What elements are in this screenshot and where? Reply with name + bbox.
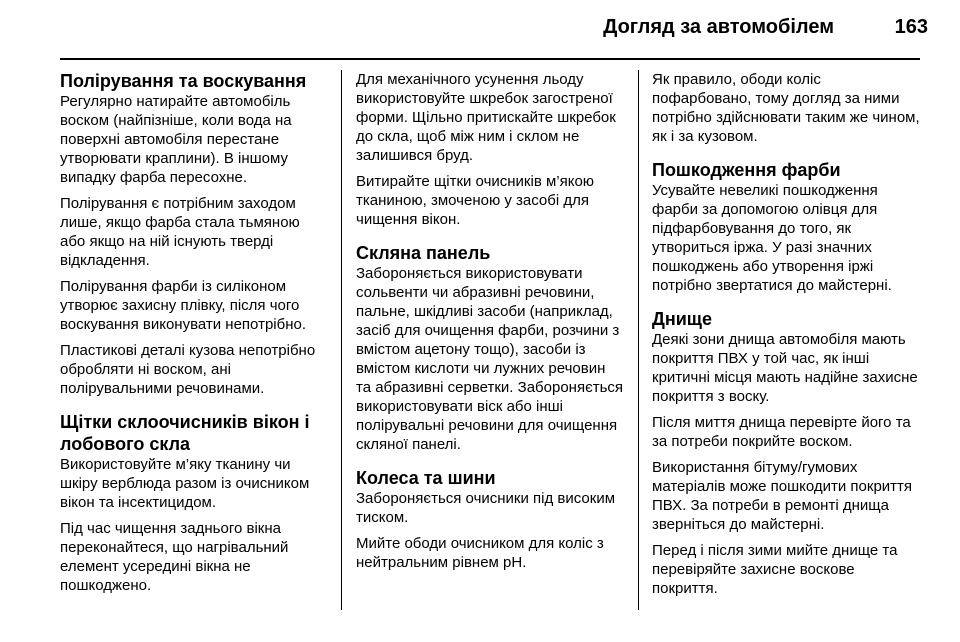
- paragraph: Усувайте невеликі пошкодження фарби за допомогою олівця для підфарбовування до того, як утвориться іржа. У разі значних пошкоджень або утворення іржі потрібно звертатися до майстерні.: [652, 182, 892, 294]
- paragraph: Після миття днища перевірте його та за потреби покрийте воском.: [652, 414, 911, 450]
- section-heading-glass-panel: Скляна панель: [356, 243, 491, 263]
- column-divider-1: [341, 70, 342, 610]
- column-2: [356, 70, 624, 579]
- paragraph: Витирайте щітки очисників м’якою тканиною, змоченою у засобі для чищення вікон.: [356, 173, 595, 228]
- section-heading-wiper-blades: Щітки склоочисників вікон і лобового скла: [60, 412, 310, 454]
- paragraph: Під час чищення заднього вікна переконайтеся, що нагрівальний елемент усередині вікна не пошкоджено.: [60, 520, 289, 594]
- paragraph: Як правило, ободи коліс пофарбовано, тому догляд за ними потрібно здійснювати таким же чином, як і за кузовом.: [652, 71, 920, 145]
- header-divider: [60, 58, 920, 60]
- paragraph: Деякі зони днища автомобіля мають покриття ПВХ у той час, як інші критичні місця мають надійне захисне покриття з воску.: [652, 331, 918, 405]
- page-header-title: Догляд за автомобілем: [603, 16, 834, 38]
- paragraph: Перед і після зими мийте днище та перевіряйте захисне воскове покриття.: [652, 542, 898, 597]
- paragraph: Пластикові деталі кузова непотрібно обробляти ні воском, ані полірувальними речовинами.: [60, 342, 316, 397]
- paragraph: Регулярно натирайте автомобіль воском (найпізніше, коли вода на поверхні автомобіля перестане утворювати краплини). В іншому випадку фарба пересохне.: [60, 93, 292, 186]
- paragraph: Мийте ободи очисником для коліс з нейтральним рівнем pH.: [356, 535, 604, 571]
- paragraph: Полірування фарби із силіконом утворює захисну плівку, після чого воскування виконувати непотрібно.: [60, 278, 306, 333]
- section-heading-wheels-tyres: Колеса та шини: [356, 468, 496, 488]
- paragraph: Забороняється використовувати сольвенти чи абразивні речовини, пальне, шкідливі засоби (наприклад, засіб для очищення фарби, розчини з вмістом ацетону тощо), засоби із вмістом кислоти чи лужних речовин та абразивні серветки. Забороняється використовувати віск або інші полірувальні речовини для очищення скляної панелі.: [356, 265, 624, 453]
- page-number: 163: [894, 16, 928, 38]
- section-heading-underbody: Днище: [652, 309, 712, 329]
- section-heading-polishing: Полірування та воскування: [60, 71, 307, 91]
- paragraph: Для механічного усунення льоду використовуйте шкребок загостреної форми. Щільно притискайте шкребок до скла, щоб між ним і склом не залишився бруд.: [356, 71, 616, 164]
- column-3: [652, 70, 920, 605]
- column-divider-2: [638, 70, 639, 610]
- paragraph: Полірування є потрібним заходом лише, якщо фарба стала тьмяною або якщо на ній існують тверді відкладення.: [60, 195, 300, 269]
- column-1: [60, 70, 328, 602]
- paragraph: Використання бітуму/гумових матеріалів може пошкодити покриття ПВХ. За потреби в ремонті днища зверніться до майстерні.: [652, 459, 913, 533]
- paragraph: Забороняється очисники під високим тиском.: [356, 490, 616, 526]
- paragraph: Використовуйте м’яку тканину чи шкіру верблюда разом із очисником вікон та інсектицидом.: [60, 456, 310, 511]
- section-heading-paint-damage: Пошкодження фарби: [652, 160, 841, 180]
